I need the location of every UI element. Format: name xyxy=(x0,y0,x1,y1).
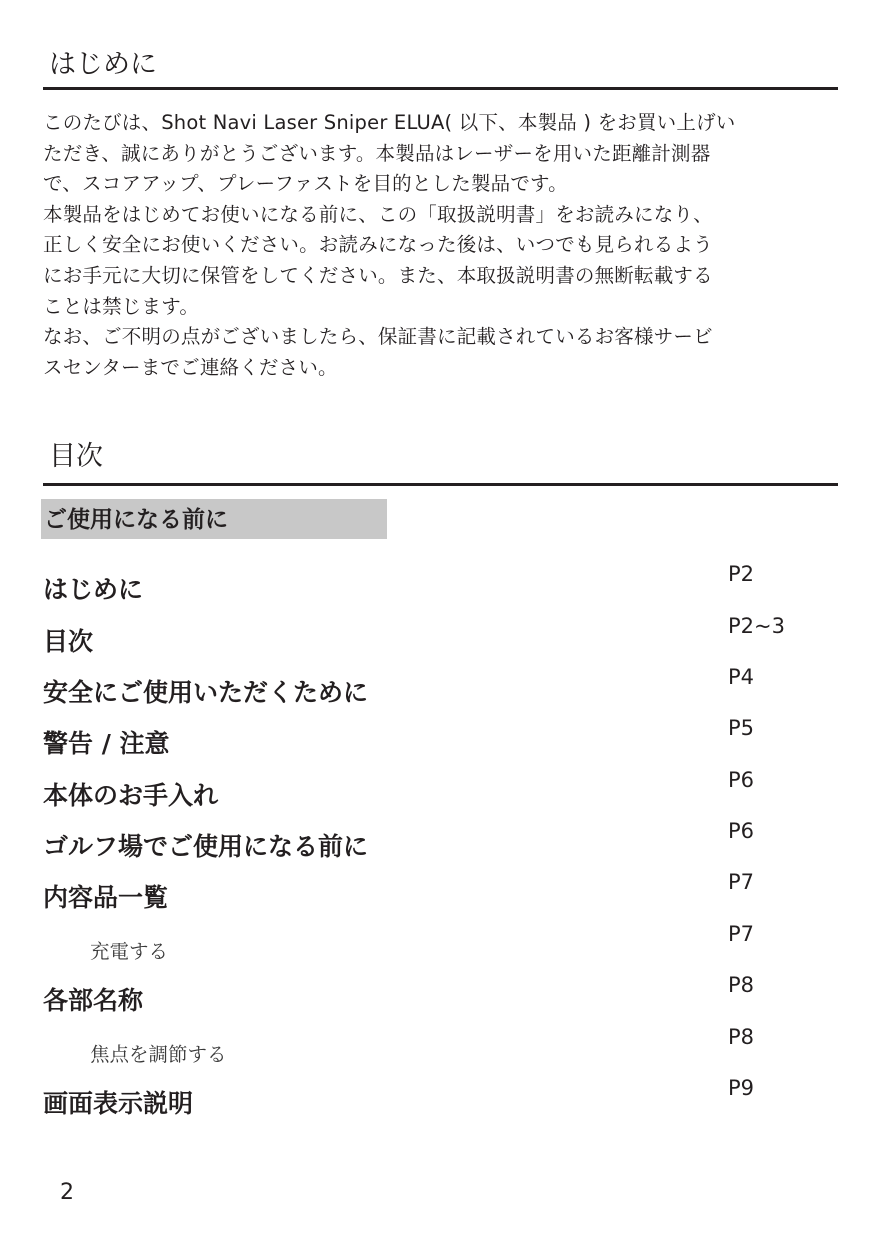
toc-entry-title: 各部名称 xyxy=(43,986,144,1015)
toc-entry-title: 画面表示説明 xyxy=(43,1089,194,1118)
toc-subentry[interactable] xyxy=(0,1025,875,1069)
toc-entry-page: P2 xyxy=(728,562,755,586)
toc-entry-title: 目次 xyxy=(43,627,94,656)
toc-entry[interactable] xyxy=(0,665,875,709)
toc-entry[interactable] xyxy=(0,1076,875,1120)
toc-entry[interactable] xyxy=(0,819,875,863)
toc-entry-title: 安全にご使用いただくために xyxy=(43,678,369,707)
toc-subentry[interactable] xyxy=(0,922,875,966)
intro-line: なお、ご不明の点がございましたら、保証書に記載されているお客様サービ xyxy=(43,325,713,349)
toc-entry-page: P9 xyxy=(728,1076,755,1100)
toc-entry-title: 警告 / 注意 xyxy=(43,729,170,758)
page-number: 2 xyxy=(60,1180,74,1205)
intro-line: で、スコアアップ、プレーファストを目的とした製品です。 xyxy=(43,172,568,196)
intro-line: ことは禁じます。 xyxy=(43,294,200,318)
toc-entry[interactable] xyxy=(0,768,875,812)
toc-entry[interactable] xyxy=(0,870,875,914)
toc-entry-page: P8 xyxy=(728,973,755,997)
toc-entry[interactable] xyxy=(0,973,875,1017)
toc-entry-title: 本体のお手入れ xyxy=(43,781,219,810)
intro-line: ただき、誠にありがとうございます。本製品はレーザーを用いた距離計測器 xyxy=(43,141,711,165)
toc-entry-title: ゴルフ場でご使用になる前に xyxy=(43,832,369,861)
toc-subentry-title: 充電する xyxy=(90,940,169,963)
intro-heading-text: はじめに xyxy=(49,49,157,80)
intro-line: 本製品をはじめてお使いになる前に、この「取扱説明書」をお読みになり、 xyxy=(43,202,713,226)
intro-line: スセンターまでご連絡ください。 xyxy=(43,355,338,379)
toc-entry[interactable] xyxy=(0,562,875,606)
toc-subentry-title: 焦点を調節する xyxy=(90,1043,227,1066)
toc-entry-page: P5 xyxy=(728,716,755,740)
toc-heading-text: 目次 xyxy=(49,441,103,472)
toc-entry-page: P6 xyxy=(728,819,755,843)
toc-entry[interactable] xyxy=(0,614,875,658)
intro-line: にお手元に大切に保管をしてください。また、本取扱説明書の無断転載する xyxy=(43,263,713,287)
toc-entry-title: はじめに xyxy=(43,575,144,604)
toc-entry-page: P4 xyxy=(728,665,755,689)
toc-section-label: ご使用になる前に xyxy=(44,507,228,533)
intro-line: このたびは、Shot Navi Laser Sniper ELUA( 以下、本製品 ) をお買い上げい xyxy=(43,111,736,134)
toc-entry-page: P2~3 xyxy=(728,614,785,638)
toc-entry-title: 内容品一覧 xyxy=(43,883,169,912)
toc-subentry-page: P8 xyxy=(728,1025,755,1049)
toc-entry-page: P7 xyxy=(728,870,755,894)
intro-line: 正しく安全にお使いください。お読みになった後は、いつでも見られるよう xyxy=(43,233,713,257)
toc-entry-page: P6 xyxy=(728,768,755,792)
toc-entry[interactable] xyxy=(0,716,875,760)
toc-subentry-page: P7 xyxy=(728,922,755,946)
